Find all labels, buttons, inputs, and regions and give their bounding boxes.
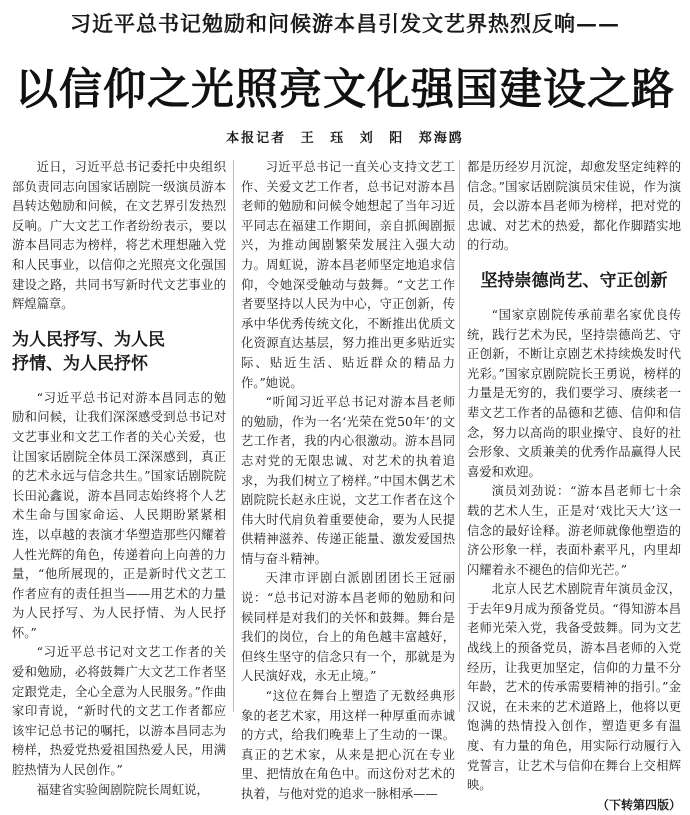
paragraph: 天津市评剧白派剧团团长王冠丽说：“总书记对游本昌老师的勉励和问候同样是对我们的关怀和鼓舞。舞台是我们的岗位，台上的角色越丰富越好，但终生坚守的信念只有一个，那就是为人民演好戏，永无止境。” bbox=[241, 571, 455, 684]
paragraph: “国家京剧院传承前辈名家优良传统，践行艺术为民，坚持崇德尚艺、守正创新，不断让京剧艺术持续焕发时代光彩。”国家京剧院院长王勇说，榜样的力量是无穷的，我们要学习、赓续老一辈文艺工作者的品德和艺德、信仰和信念，努力以高尚的职业操守、良好的社会形象、文质兼美的优秀作品赢得人民喜爱和欢迎。 bbox=[467, 307, 681, 479]
continued-on-page-4: （下转第四版） bbox=[596, 797, 681, 812]
article-column-2 bbox=[241, 158, 455, 801]
paragraph: 都是历经岁月沉淀，却愈发坚定纯粹的信念。”国家话剧院演员宋佳说，作为演员，会以游本昌老师为榜样，把对党的忠诚、对艺术的热爱，都化作脚踏实地的行动。 bbox=[467, 160, 681, 253]
column-divider bbox=[233, 160, 234, 712]
kicker-headline: 习近平总书记勉励和问候游本昌引发文艺界热烈反响—— bbox=[70, 11, 620, 36]
subheading-virtue-innovation: 坚持崇德尚艺、守正创新 bbox=[480, 270, 668, 291]
subheading-line: 为人民抒写、为人民 bbox=[12, 329, 165, 350]
paragraph: 福建省实验闽剧院院长周虹说， bbox=[36, 782, 209, 797]
subheading-line: 抒情、为人民抒怀 bbox=[12, 353, 148, 374]
paragraph: “习近平总书记对游本昌同志的勉励和问候，让我们深深感受到总书记对文艺事业和文艺工作者的关心关爱，也让国家话剧院全体员工深深感到，真正的艺术永远与信念共生。”国家话剧院院长田沁鑫说，游本昌同志始终将个人艺术生命与国家命运、人民期盼紧紧相连，以卓越的表演才华塑造那些闪耀着人性光辉的角色，传递着向上向善的力量，“他所展现的，正是新时代文艺工作者应有的责任担当——用艺术的力量为人民抒写、为人民抒情、为人民抒怀。” bbox=[12, 390, 226, 640]
paragraph: 演员刘劲说：“游本昌老师七十余载的艺术人生，正是对‘戏比天大’这一信念的最好诠释。游老师就像他塑造的济公形象一样，表面朴素平凡，内里却闪耀着永不褪色的信仰光芒。” bbox=[467, 484, 681, 577]
column-divider bbox=[459, 160, 460, 712]
paragraph: “习近平总书记对文艺工作者的关爱和勉励，必将鼓舞广大文艺工作者坚定跟党走，全心全意为人民服务。”作曲家印青说，“新时代的文艺工作者都应该牢记总书记的嘱托，以游本昌同志为榜样，热爱党热爱祖国热爱人民，用满腔热情为人民创作。” bbox=[12, 645, 226, 778]
paragraph: “听闻习近平总书记对游本昌老师的勉励，作为一名‘光荣在党50年’的文艺工作者，我的内心很激动。游本昌同志对党的无限忠诚、对艺术的执着追求，为我们树立了榜样。”中国木偶艺术剧院院长赵永庄说，文艺工作者在这个伟大时代肩负着重要使命，要为人民提供精神滋养、传递正能量、激发爱国热情与奋斗精神。 bbox=[241, 395, 455, 566]
main-headline: 以信仰之光照亮文化强国建设之路 bbox=[15, 65, 675, 115]
paragraph: 习近平总书记一直关心支持文艺工作、关爱文艺工作者，总书记对游本昌老师的勉励和问候令她想起了当年习近平同志在福建工作期间，亲自抓闽剧振兴，为推动闽剧繁荣发展注入强大动力。周虹说，游本昌老师坚定地追求信仰，令她深受触动与鼓舞。“文艺工作者要坚持以人民为中心，守正创新，传承中华优秀传统文化，不断推出优质文化资源直达基层，努力推出更多贴近实际、贴近生活、贴近群众的精品力作。”她说。 bbox=[241, 160, 455, 390]
paragraph: 近日，习近平总书记委托中央组织部负责同志向国家话剧院一级演员游本昌转达勉励和问候，在文艺界引发热烈反响。广大文艺工作者纷纷表示，要以游本昌同志为榜样，将艺术理想融入党和人民事业，以信仰之光照亮文化强国建设之路，共同书写新时代文艺事业的辉煌篇章。 bbox=[12, 160, 226, 312]
article-column-3 bbox=[467, 158, 681, 812]
subheading-serve-people bbox=[12, 328, 226, 376]
paragraph: “这位在舞台上塑造了无数经典形象的老艺术家，用这样一种厚重而赤诚的方式，给我们晚辈上了生动的一课。真正的艺术家，从来是把心沉在专业里、把情放在角色中。而这份对艺术的执着，与他对党的追求一脉相承—— bbox=[241, 689, 455, 801]
byline: 本报记者 王 珏 刘 阳 郑海鸥 bbox=[226, 131, 464, 146]
article-column-1 bbox=[12, 158, 226, 797]
paragraph: 北京人民艺术剧院青年演员金汉，于去年9月成为预备党员。“得知游本昌老师光荣入党，我备受鼓舞。同为文艺战线上的预备党员，游本昌老师的入党经历，让我更加坚定，信仰的力量不分年龄，艺术的传承需要精神的指引。”金汉说，在未来的艺术道路上，他将以更饱满的热情投入创作，塑造更多有温度、有力量的角色，用实际行动履行入党誓言，让艺术与信仰在舞台上交相辉映。 bbox=[467, 582, 681, 793]
